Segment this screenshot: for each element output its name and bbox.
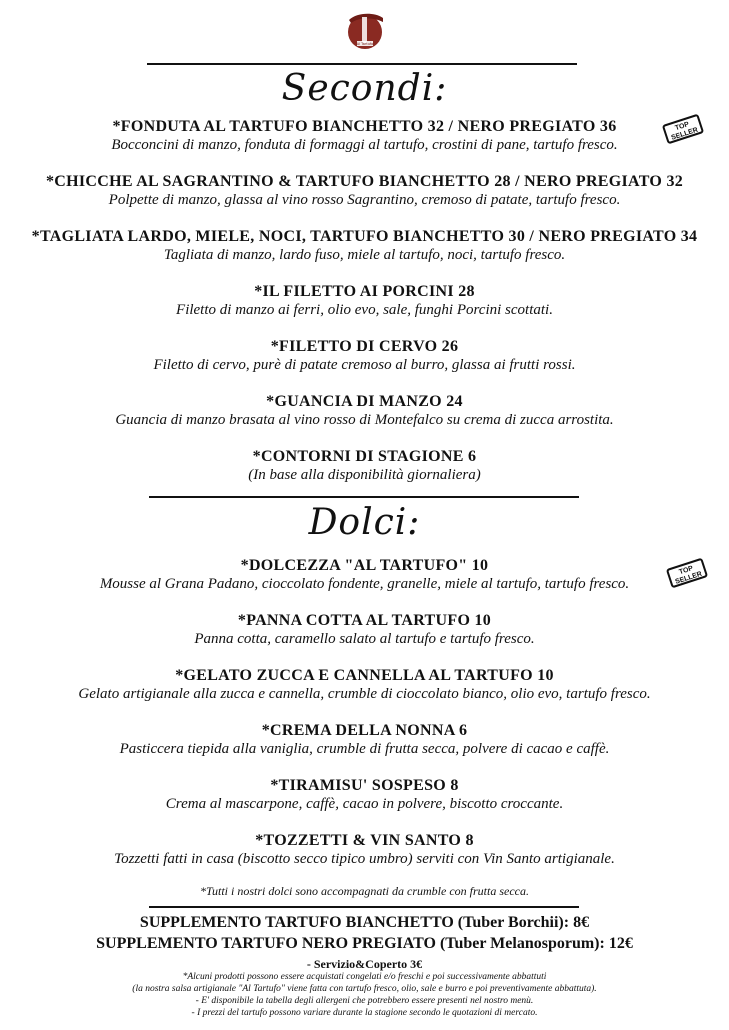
- footnote: *Alcuni prodotti possono essere acquistati congelati e/o freschi e poi successivamente abbattuti: [182, 972, 547, 982]
- item-name: *GUANCIA DI MANZO 24: [266, 393, 463, 410]
- item-description: Crema al mascarpone, caffè, cacao in polvere, biscotto croccante.: [165, 796, 564, 812]
- item-description: Filetto di manzo ai ferri, olio evo, sale, funghi Porcini scottati.: [176, 302, 553, 318]
- item-description: Gelato artigianale alla zucca e cannella, crumble di cioccolato bianco, olio evo, tartufo fresco.: [78, 686, 651, 702]
- supplement-bianchetto: SUPPLEMENTO TARTUFO BIANCHETTO (Tuber Borchii): 8€: [139, 914, 590, 931]
- item-name: *FILETTO DI CERVO 26: [270, 338, 459, 355]
- item-name: *DOLCEZZA "AL TARTUFO" 10: [240, 557, 489, 574]
- item-description: Mousse al Grana Padano, cioccolato fondente, granelle, miele al tartufo, tartufo fresco.: [99, 576, 630, 592]
- menu-item: [0, 228, 729, 264]
- menu-item: [0, 338, 729, 374]
- item-name: *GELATO ZUCCA E CANNELLA AL TARTUFO 10: [175, 667, 554, 684]
- menu-item: [0, 612, 729, 648]
- item-name: *CREMA DELLA NONNA 6: [261, 722, 468, 739]
- item-name: *TOZZETTI & VIN SANTO 8: [255, 832, 474, 849]
- item-name: *CONTORNI DI STAGIONE 6: [252, 448, 477, 465]
- top-seller-badge: TOP SELLER: [666, 558, 708, 589]
- divider: [149, 496, 579, 498]
- item-description: Filetto di cervo, purè di patate cremoso al burro, glassa ai frutti rossi.: [153, 357, 576, 373]
- footnote: (la nostra salsa artigianale "Al Tartufo" viene fatta con tartufo fresco, olio, sale e burro e poi preventivamente abbattuta).: [132, 984, 597, 994]
- menu-item: [0, 667, 729, 703]
- menu-item: [0, 448, 729, 484]
- service-charge: - Servizio&Coperto 3€: [306, 957, 423, 971]
- menu-item: [0, 118, 729, 154]
- supplement-nero-pregiato: SUPPLEMENTO TARTUFO NERO PREGIATO (Tuber Melanosporum): 12€: [96, 935, 633, 952]
- item-name: *PANNA COTTA AL TARTUFO 10: [237, 612, 492, 629]
- item-name: *CHICCHE AL SAGRANTINO & TARTUFO BIANCHETTO 28 / NERO PREGIATO 32: [45, 173, 684, 190]
- item-description: Pasticcera tiepida alla vaniglia, crumble di frutta secca, polvere di cacao e caffè.: [119, 741, 610, 757]
- footnote: - I prezzi del tartufo possono variare durante la stagione secondo le quotazioni di mercato.: [191, 1008, 538, 1018]
- divider: [149, 906, 579, 908]
- menu-item: [0, 283, 729, 319]
- logo-text: Al Tartufo: [356, 42, 374, 46]
- item-description: Panna cotta, caramello salato al tartufo e tartufo fresco.: [194, 631, 535, 647]
- item-description: Guancia di manzo brasata al vino rosso di Montefalco su crema di zucca arrostita.: [115, 412, 614, 428]
- footnote: - E' disponibile la tabella degli allergeni che potrebbero essere presenti nel nostro menù.: [195, 996, 534, 1006]
- item-name: *IL FILETTO AI PORCINI 28: [254, 283, 475, 300]
- item-name: *FONDUTA AL TARTUFO BIANCHETTO 32 / NERO PREGIATO 36: [112, 118, 617, 135]
- divider: [147, 63, 577, 65]
- item-description: Polpette di manzo, glassa al vino rosso Sagrantino, cremoso di patate, tartufo fresco.: [108, 192, 621, 208]
- dolci-note: *Tutti i nostri dolci sono accompagnati da crumble con frutta secca.: [200, 884, 529, 898]
- top-seller-badge: TOP SELLER: [662, 114, 704, 145]
- section-title-dolci: Dolci:: [308, 502, 421, 543]
- menu-item: [0, 393, 729, 429]
- item-name: *TIRAMISU' SOSPESO 8: [270, 777, 459, 794]
- menu-item: [0, 173, 729, 209]
- item-description: (In base alla disponibilità giornaliera): [248, 467, 481, 483]
- menu-item: [0, 832, 729, 868]
- restaurant-logo: [343, 8, 387, 52]
- section-title-secondi: Secondi:: [281, 68, 448, 109]
- item-name: *TAGLIATA LARDO, MIELE, NOCI, TARTUFO BIANCHETTO 30 / NERO PREGIATO 34: [31, 228, 698, 245]
- menu-item: [0, 722, 729, 758]
- menu-item: [0, 557, 729, 593]
- item-description: Tagliata di manzo, lardo fuso, miele al tartufo, noci, tartufo fresco.: [163, 247, 566, 263]
- menu-item: [0, 777, 729, 813]
- item-description: Bocconcini di manzo, fonduta di formaggi al tartufo, crostini di pane, tartufo fresco.: [111, 137, 618, 153]
- item-description: Tozzetti fatti in casa (biscotto secco tipico umbro) serviti con Vin Santo artigianale.: [114, 851, 615, 867]
